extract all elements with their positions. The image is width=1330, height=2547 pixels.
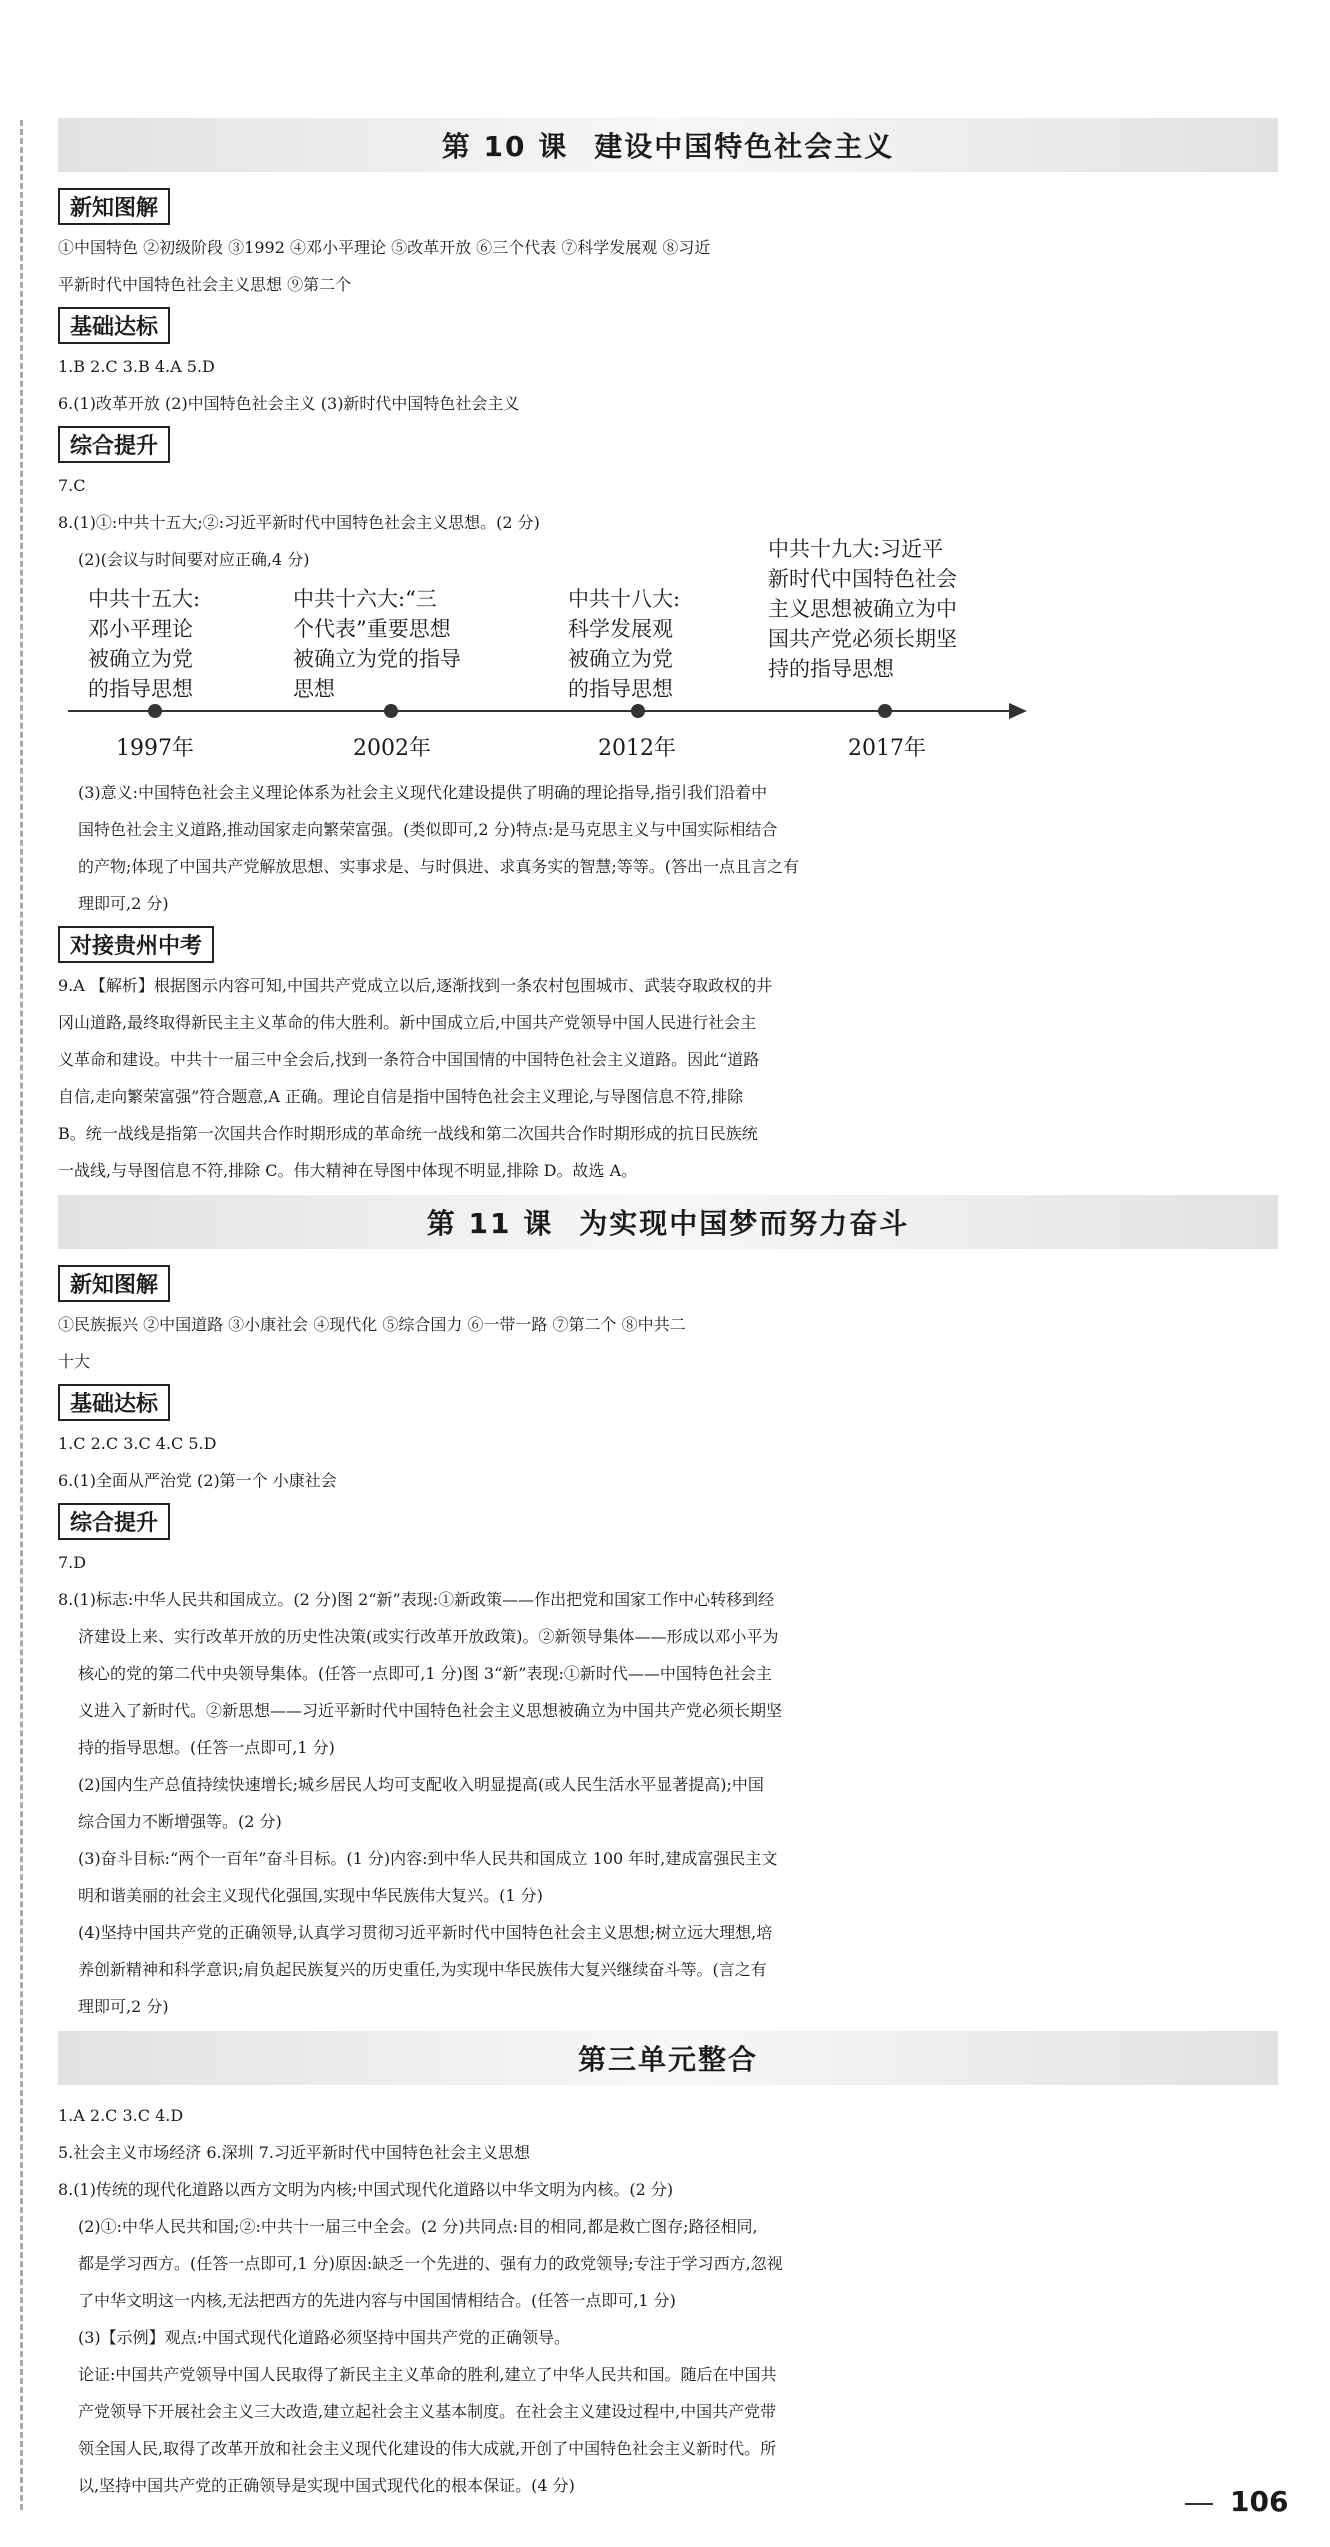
unit3-l9: 产党领导下开展社会主义三大改造,建立起社会主义基本制度。在社会主义建设过程中,中国共产党带	[78, 2402, 777, 2421]
lesson11-number: 第 11 课	[426, 1207, 554, 1240]
binding-dashed-line	[20, 120, 23, 2510]
lesson11-title: 为实现中国梦而努力奋斗	[579, 1207, 910, 1240]
unit3-l10: 领全国人民,取得了改革开放和社会主义现代化建设的伟大成就,开创了中国特色社会主义新时代。所	[78, 2439, 777, 2458]
lesson11-jcdb-tag: 基础达标	[58, 1384, 170, 1421]
lesson10-number: 第 10 课	[441, 130, 569, 163]
lesson11-q8-l7: 综合国力不断增强等。(2 分)	[78, 1812, 282, 1831]
lesson10-q8-3-l2: 国特色社会主义道路,推动国家走向繁荣富强。(类似即可,2 分)特点:是马克思主义与中国实际相结合	[78, 820, 778, 839]
unit3-l8: 论证:中国共产党领导中国人民取得了新民主主义革命的胜利,建立了中华人民共和国。随后在中国共	[78, 2365, 777, 2384]
lesson11-xzjt-tag: 新知图解	[58, 1265, 170, 1302]
unit3-l7: (3)【示例】观点:中国式现代化道路必须坚持中国共产党的正确领导。	[78, 2328, 571, 2347]
lesson11-q8-l10: (4)坚持中国共产党的正确领导,认真学习贯彻习近平新时代中国特色社会主义思想;树立远大理想,培	[78, 1923, 773, 1942]
lesson11-q8-l3: 核心的党的第二代中央领导集体。(任答一点即可,1 分)图 3“新”表现:①新时代——中国特色社会主	[78, 1664, 772, 1683]
lesson10-q8-2: (2)(会议与时间要对应正确,4 分)	[78, 550, 310, 569]
lesson10-xzjt-line2: 平新时代中国特色社会主义思想 ⑨第二个	[58, 275, 352, 294]
lesson10-q9-l6: 一战线,与导图信息不符,排除 C。伟大精神在导图中体现不明显,排除 D。故选 A。	[58, 1161, 638, 1180]
unit3-l2: 5.社会主义市场经济 6.深圳 7.习近平新时代中国特色社会主义思想	[58, 2143, 530, 2162]
unit3-l11: 以,坚持中国共产党的正确领导是实现中国式现代化的根本保证。(4 分)	[78, 2476, 575, 2495]
lesson11-q7: 7.D	[58, 1553, 87, 1572]
lesson10-q9-l4: 自信,走向繁荣富强”符合题意,A 正确。理论自信是指中国特色社会主义理论,与导图信息不符,排除	[58, 1087, 744, 1106]
lesson11-q8-l8: (3)奋斗目标:“两个一百年”奋斗目标。(1 分)内容:到中华人民共和国成立 100 年时,建成富强民主文	[78, 1849, 778, 1868]
timeline-year: 1997年	[116, 736, 194, 761]
timeline-dot	[878, 704, 892, 718]
answer-page	[58, 112, 1278, 2504]
lesson10-q9-l3: 义革命和建设。中共十一届三中全会后,找到一条符合中国国情的中国特色社会主义道路。因此“道路	[58, 1050, 760, 1069]
lesson10-q7: 7.C	[58, 476, 86, 495]
lesson11-title-bar	[58, 1195, 1278, 1249]
lesson10-q8-3-l3: 的产物;体现了中国共产党解放思想、实事求是、与时俱进、求真务实的智慧;等等。(答出一点且言之有	[78, 857, 800, 876]
timeline-dot	[148, 704, 162, 718]
unit3-l3: 8.(1)传统的现代化道路以西方文明为内核;中国式现代化道路以中华文明为内核。(2 分)	[58, 2180, 674, 2199]
lesson10-q8-3-l4: 理即可,2 分)	[78, 894, 169, 913]
lesson10-q8-3-l1: (3)意义:中国特色社会主义理论体系为社会主义现代化建设提供了明确的理论指导,指引我们沿着中	[78, 783, 768, 802]
timeline-text-2017: 中共十九大:习近平 新时代中国特色社会 主义思想被确立为中 国共产党必须长期坚 持的指导思想	[768, 537, 957, 681]
lesson10-title-bar	[58, 118, 1278, 172]
lesson10-jcdb-line2: 6.(1)改革开放 (2)中国特色社会主义 (3)新时代中国特色社会主义	[58, 394, 520, 413]
lesson11-q8-l11: 养创新精神和科学意识;肩负起民族复兴的历史重任,为实现中华民族伟大复兴继续奋斗等。(言之有	[78, 1960, 767, 1979]
lesson10-title: 建设中国特色社会主义	[594, 130, 895, 163]
unit3-l5: 都是学习西方。(任答一点即可,1 分)原因:缺乏一个先进的、强有力的政党领导;专注于学习西方,忽视	[78, 2254, 783, 2273]
unit3-title: 第三单元整合	[577, 2043, 758, 2076]
unit3-title-bar	[58, 2031, 1278, 2085]
lesson11-jcdb-line1: 1.C 2.C 3.C 4.C 5.D	[58, 1434, 217, 1453]
lesson11-q8-l2: 济建设上来、实行改革开放的历史性决策(或实行改革开放政策)。②新领导集体——形成以邓小平为	[78, 1627, 779, 1646]
lesson11-q8-l4: 义进入了新时代。②新思想——习近平新时代中国特色社会主义思想被确立为中国共产党必须长期坚	[78, 1701, 783, 1720]
page-number-dash	[1185, 2503, 1213, 2505]
timeline-text-2002: 中共十六大:“三 个代表”重要思想 被确立为党的指导 思想	[293, 587, 461, 701]
lesson10-q8-1: 8.(1)①:中共十五大;②:习近平新时代中国特色社会主义思想。(2 分)	[58, 513, 540, 532]
lesson11-q8-l12: 理即可,2 分)	[78, 1997, 169, 2016]
lesson10-xzjt-tag: 新知图解	[58, 188, 170, 225]
lesson10-djgz-tag: 对接贵州中考	[58, 926, 214, 963]
timeline-year: 2012年	[598, 736, 676, 761]
timeline-dot	[384, 704, 398, 718]
lesson11-zhts-tag: 综合提升	[58, 1503, 170, 1540]
lesson10-q9-l5: B。统一战线是指第一次国共合作时期形成的革命统一战线和第二次国共合作时期形成的抗日民族统	[58, 1124, 758, 1143]
page-number: 106	[1230, 2485, 1289, 2518]
lesson11-q8-l9: 明和谐美丽的社会主义现代化强国,实现中华民族伟大复兴。(1 分)	[78, 1886, 543, 1905]
timeline-text-1997: 中共十五大: 邓小平理论 被确立为党 的指导思想	[88, 587, 201, 701]
lesson11-q8-l6: (2)国内生产总值持续快速增长;城乡居民人均可支配收入明显提高(或人民生活水平显著提高);中国	[78, 1775, 764, 1794]
lesson10-jcdb-line1: 1.B 2.C 3.B 4.A 5.D	[58, 357, 215, 376]
lesson10-zhts-tag: 综合提升	[58, 426, 170, 463]
unit3-l1: 1.A 2.C 3.C 4.D	[58, 2106, 184, 2125]
timeline-year: 2017年	[848, 736, 926, 761]
unit3-l6: 了中华文明这一内核,无法把西方的先进内容与中国国情相结合。(任答一点即可,1 分)	[78, 2291, 676, 2310]
lesson11-xzjt-line2: 十大	[58, 1352, 91, 1371]
timeline-year: 2002年	[353, 736, 431, 761]
timeline-text-2012: 中共十八大: 科学发展观 被确立为党 的指导思想	[568, 587, 681, 701]
lesson11-q8-l1: 8.(1)标志:中华人民共和国成立。(2 分)图 2“新”表现:①新政策——作出把党和国家工作中心转移到经	[58, 1590, 775, 1609]
unit3-l4: (2)①:中华人民共和国;②:中共十一届三中全会。(2 分)共同点:目的相同,都是救亡图存;路径相同,	[78, 2217, 758, 2236]
lesson10-xzjt-line1: ①中国特色 ②初级阶段 ③1992 ④邓小平理论 ⑤改革开放 ⑥三个代表 ⑦科学发展观 ⑧习近	[58, 238, 711, 257]
timeline-axis	[68, 710, 1013, 712]
lesson10-q9-l1: 9.A 【解析】根据图示内容可知,中国共产党成立以后,逐渐找到一条农村包围城市、武装夺取政权的井	[58, 976, 773, 995]
lesson11-xzjt-line1: ①民族振兴 ②中国道路 ③小康社会 ④现代化 ⑤综合国力 ⑥一带一路 ⑦第二个 ⑧中共二	[58, 1315, 686, 1334]
lesson10-jcdb-tag: 基础达标	[58, 307, 170, 344]
lesson11-q8-l5: 持的指导思想。(任答一点即可,1 分)	[78, 1738, 335, 1757]
lesson11-jcdb-line2: 6.(1)全面从严治党 (2)第一个 小康社会	[58, 1471, 337, 1490]
timeline-dot	[631, 704, 645, 718]
timeline-arrow-icon	[1009, 703, 1027, 719]
lesson10-q9-l2: 冈山道路,最终取得新民主主义革命的伟大胜利。新中国成立后,中国共产党领导中国人民进行社会主	[58, 1013, 757, 1032]
